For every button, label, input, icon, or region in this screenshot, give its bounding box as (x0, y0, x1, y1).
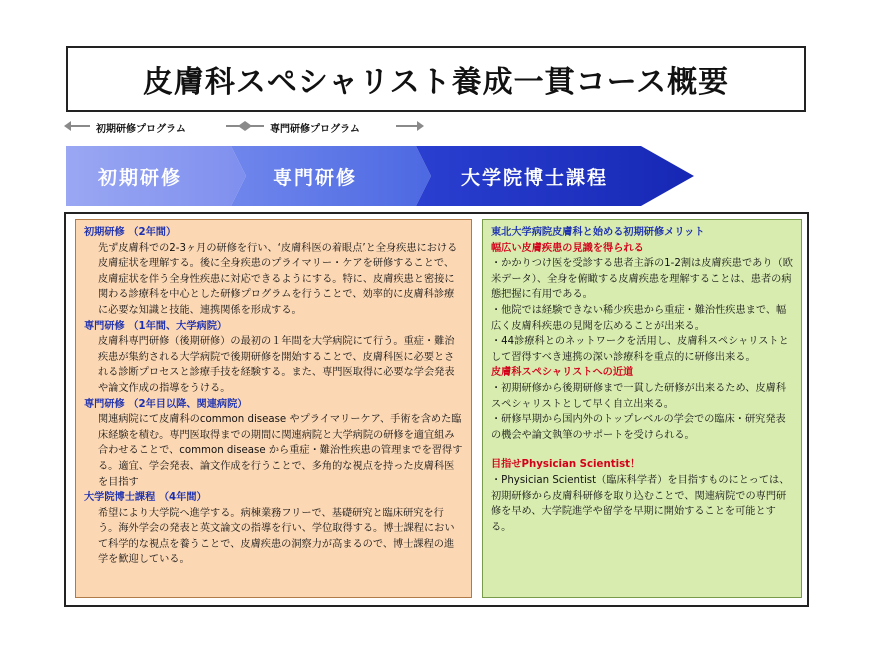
section-heading: 専門研修 （1年間、大学病院） (84, 320, 228, 332)
left-panel (75, 219, 472, 598)
right-arrow-icon (396, 125, 418, 127)
section-body: 希望により大学院へ進学する。病棟業務フリーで、基礎研究と臨床研究を行う。海外学会の発表と英文論文の指導を行い、学位取得する。博士課程において科学的な視点を養うことで、皮膚疾患の洞察力が高まるので、博士課程の進学を歓迎している。 (98, 507, 455, 566)
stage-initial-label: 初期研修 (98, 167, 183, 189)
merit-heading: 東北大学病院皮膚科と始める初期研修メリット (491, 227, 705, 238)
legend-initial: 初期研修プログラム (96, 124, 186, 135)
section-heading: 初期研修 （2年間） (84, 227, 177, 238)
section-heading: 専門研修 （2年目以降、関連病院） (84, 398, 248, 410)
stage-chevrons (66, 146, 696, 206)
list-item: ・かかりつけ医を受診する患者主訴の1-2割は皮膚疾患であり（欧米データ）、全身を俯瞰する皮膚疾患を理解することは、患者の病態把握に有用である。 (491, 258, 793, 301)
stage-specialist-label: 専門研修 (273, 167, 358, 189)
stage-doctoral-label: 大学院博士課程 (461, 167, 609, 189)
legend-specialist: 専門研修プログラム (270, 124, 360, 135)
merit-subheading: 目指せPhysician Scientist！ (491, 459, 641, 471)
list-item: ・Physician Scientist（臨床科学者）を目指すものにとっては、初期研修から皮膚科研修を取り込むことで、関連病院での専門研修を早め、大学院進学や留学を早期に開始することを可能とする。 (491, 474, 790, 533)
right-panel (482, 219, 802, 598)
section-body: 関連病院にて皮膚科のcommon disease やプライマリーケア、手術を含めた臨床経験を積む。専門医取得までの期間に関連病院と大学病院の研修を適宜組み合わせることで、common disease から重症・難治性疾患の管理までを習得する。適宜、学会発表、論文作成を行うことで、多角的な視点を持った皮膚科医を目指す (98, 414, 463, 488)
list-item: ・研修早期から国内外のトップレベルの学会での臨床・研究発表の機会や論文執筆のサポートを受けられる。 (491, 414, 786, 441)
list-item: ・他院では経験できない稀少疾患から重症・難治性疾患まで、幅広く皮膚科疾患の見聞を広めることが出来る。 (491, 304, 787, 332)
merit-subheading: 幅広い皮膚疾患の見識を得られる (491, 242, 644, 254)
section-heading: 大学院博士課程 （4年間） (84, 492, 207, 504)
left-arrow-icon (70, 125, 90, 127)
title-box (66, 46, 806, 112)
section-body: 先ず皮膚科での2-3ヶ月の研修を行い、‘皮膚科医の着眼点’と全身疾患における皮膚症状を理解する。後に全身疾患のプライマリー・ケアを研修することで、皮膚症状を伴う全身性疾患に対応できるようにする。特に、皮膚疾患と密接に関わる診療科を中心とした研修プログラムを行うことで、効率的に皮膚科診療に必要な知識と技能、連携関係を形成する。 (98, 242, 458, 316)
section-body: 皮膚科専門研修（後期研修）の最初の１年間を大学病院にて行う。重症・難治疾患が集約される大学病院で後期研修を開始することで、皮膚科医に必要とされる診断プロセスと診療手技を経験する。また、専門医取得に必要な学会発表や論文作成の指導をうける。 (98, 336, 455, 394)
list-item: ・44診療科とのネットワークを活用し、皮膚科スペシャリストとして習得すべき連携の深い診療科を重点的に研修出来る。 (491, 336, 789, 363)
list-item: ・初期研修から後期研修まで一貫した研修が出来るため、皮膚科スペシャリストとして早く自立出来る。 (491, 382, 787, 410)
merit-subheading: 皮膚科スペシャリストへの近道 (491, 367, 634, 379)
left-arrow-icon (244, 125, 264, 127)
page-title: 皮膚科スペシャリスト養成一貫コース概要 (142, 65, 730, 100)
